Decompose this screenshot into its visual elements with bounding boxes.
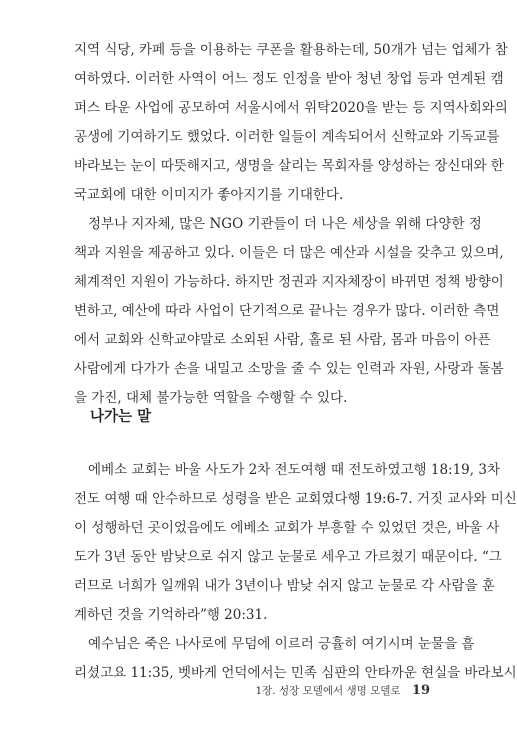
text-line: 체계적인 지원이 가능하다. 하지만 정권과 지자체장이 바뀌면 정책 방향이: [74, 274, 504, 290]
page-number: 19: [411, 683, 430, 698]
text-line: 에서 교회와 신학교야말로 소외된 사람, 홀로 된 사람, 몸과 마음이 아픈: [74, 332, 491, 348]
section-heading: 나가는 말: [90, 409, 152, 425]
text-line: 예수님은 죽은 나사로에 무덤에 이르러 긍휼히 여기시며 눈물을 흘: [88, 636, 475, 652]
text-line: 전도 여행 때 안수하므로 성령을 받은 교회였다행 19:6-7. 거짓 교사와 미신: [74, 491, 517, 507]
text-line: 을 가진, 대체 불가능한 역할을 수행할 수 있다.: [74, 390, 348, 406]
text-line: 바라보는 눈이 따뜻해지고, 생명을 살리는 목회자를 양성하는 장신대와 한: [74, 158, 504, 174]
text-line: 여하였다. 이러한 사역이 어느 정도 인정을 받아 청년 창업 등과 연계된 캠: [74, 71, 504, 87]
text-line: 변하고, 예산에 따라 사업이 단기적으로 끝나는 경우가 많다. 이러한 측면: [74, 303, 500, 319]
text-line: 계하던 것을 기억하라”행 20:31.: [74, 607, 268, 623]
text-line: 국교회에 대한 이미지가 좋아지기를 기대한다.: [74, 187, 344, 203]
text-line: 책과 지원을 제공하고 있다. 이들은 더 많은 예산과 시설을 갖추고 있으며,: [74, 245, 504, 261]
text-line: 에베소 교회는 바울 사도가 2차 전도여행 때 전도하였고행 18:19, 3차: [88, 462, 500, 478]
text-line: 퍼스 타운 사업에 공모하여 서울시에서 위탁2020을 받는 등 지역사회와의: [74, 100, 508, 116]
text-line: 정부나 지자체, 많은 NGO 기관들이 더 나은 세상을 위해 다양한 정: [88, 216, 482, 232]
text-line: 리셨고요 11:35, 벳바게 언덕에서는 민족 심판의 안타까운 현실을 바라보시: [74, 665, 517, 681]
chapter-title: 1장. 성장 모델에서 생명 모델로: [255, 685, 401, 697]
text-line: 사람에게 다가가 손을 내밀고 소망을 줄 수 있는 인력과 자원, 사랑과 돌봄: [74, 361, 504, 377]
text-line: 러므로 너희가 일깨워 내가 3년이나 밤낮 쉬지 않고 눈물로 각 사람을 훈: [74, 578, 495, 594]
text-line: 공생에 기여하기도 했었다. 이러한 일들이 계속되어서 신학교와 기독교를: [74, 129, 500, 145]
text-line: 도가 3년 동안 밤낮으로 쉬지 않고 눈물로 세우고 가르쳤기 때문이다. “그: [74, 549, 502, 565]
text-line: 이 성행하던 곳이었음에도 에베소 교회가 부흥할 수 있었던 것은, 바울 사: [74, 520, 500, 536]
text-line: 지역 식당, 카페 등을 이용하는 쿠폰을 활용하는데, 50개가 넘는 업체가 참: [74, 42, 508, 58]
page-footer: [255, 683, 430, 698]
